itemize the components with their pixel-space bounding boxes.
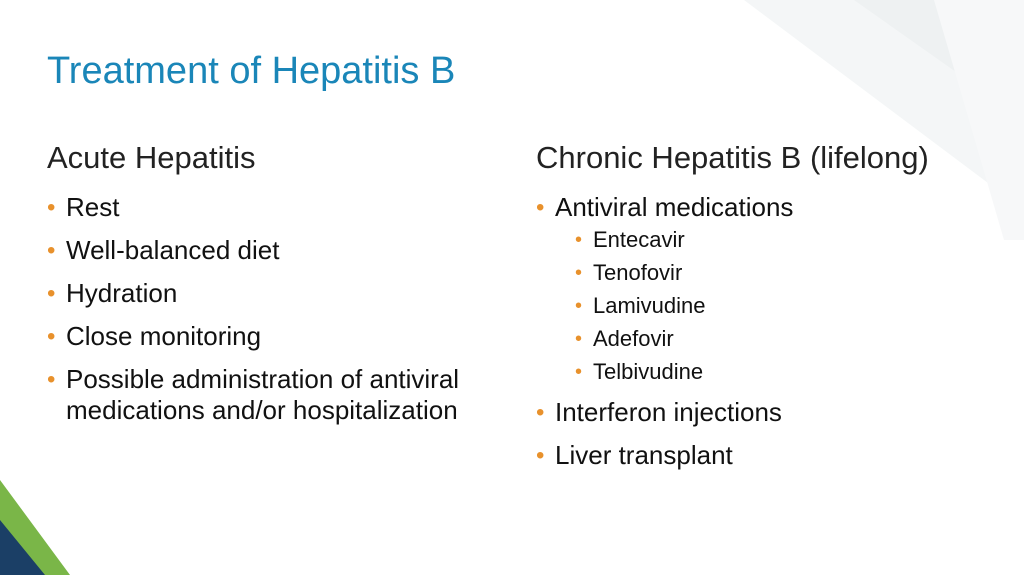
list-item: • Possible administration of antiviral medications and/or hospitalization [47, 364, 467, 426]
sub-list-item: • Lamivudine [575, 293, 1006, 319]
sub-list-item: • Adefovir [575, 326, 1006, 352]
list-item: • Liver transplant [536, 440, 1006, 471]
acute-treatment-list [47, 192, 467, 426]
list-item: • Hydration [47, 278, 467, 309]
sub-list-item: • Tenofovir [575, 260, 1006, 286]
antiviral-medication-list [575, 227, 1006, 385]
chronic-hepatitis-heading: Chronic Hepatitis B (lifelong) [536, 140, 929, 175]
sub-list-item: • Telbivudine [575, 359, 1006, 385]
list-item: • Well-balanced diet [47, 235, 467, 266]
sub-list-item: • Entecavir [575, 227, 1006, 253]
list-item: • Interferon injections [536, 397, 1006, 428]
list-item [536, 192, 1006, 385]
chronic-treatment-list [536, 192, 1006, 471]
corner-decoration-bottom-left [0, 480, 70, 575]
slide-title: Treatment of Hepatitis B [47, 50, 456, 92]
list-item: • Rest [47, 192, 467, 223]
list-item: • Close monitoring [47, 321, 467, 352]
list-item-label: Antiviral medications [555, 192, 794, 222]
chronic-hepatitis-column [536, 140, 1006, 483]
acute-hepatitis-heading: Acute Hepatitis [47, 140, 256, 175]
acute-hepatitis-column [47, 140, 467, 438]
